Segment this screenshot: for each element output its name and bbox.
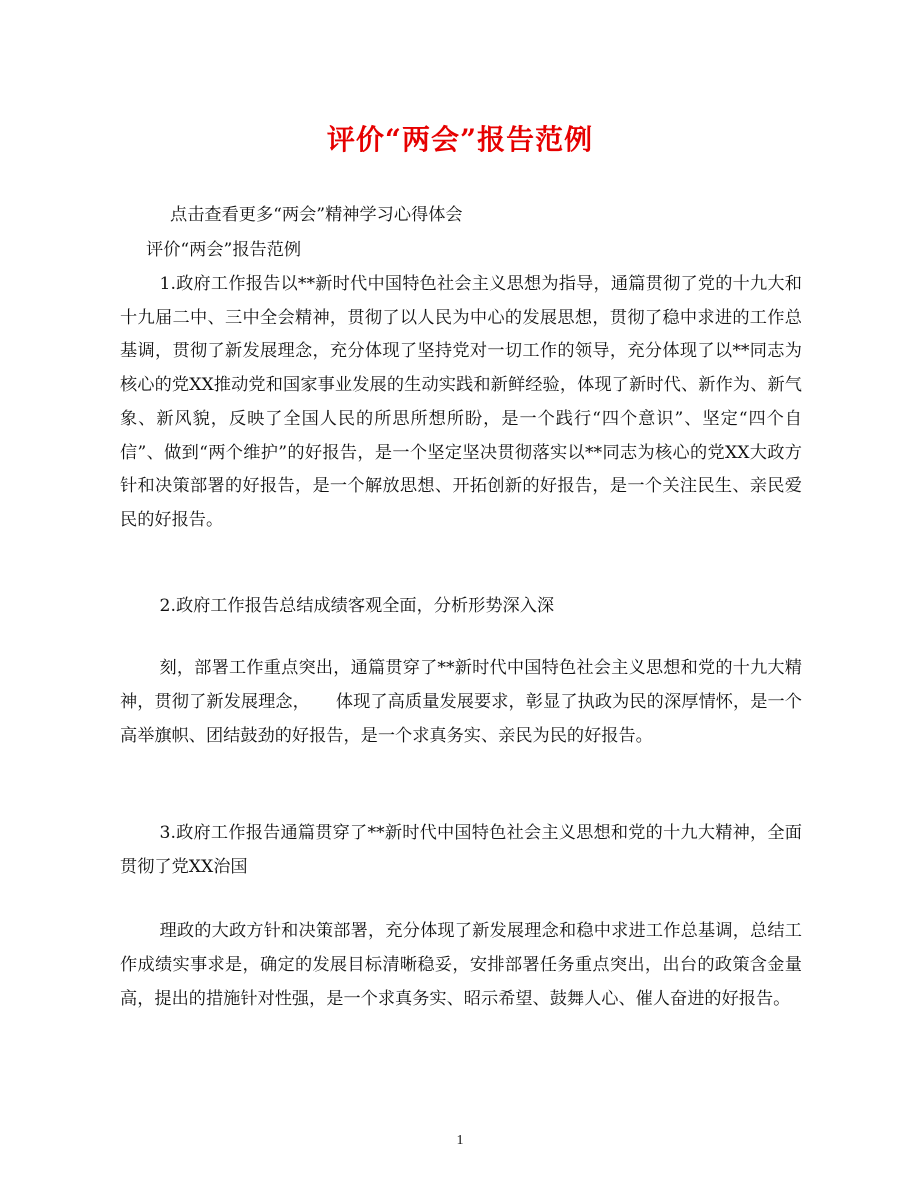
paragraph-1: 1.政府工作报告以**新时代中国特色社会主义思想为指导，通篇贯彻了党的十九大和十九届二中、三中全会精神，贯彻了以人民为中心的发展思想，贯彻了稳中求进的工作总基调，贯彻了新发展理念，充分体现了坚持党对一切工作的领导，充分体现了以**同志为核心的党XX推动党和国家事业发展的生动实践和新鲜经验，体现了新时代、新作为、新气象、新风貌，反映了全国人民的所思所想所盼，是一个践行“四个意识”、坚定“四个自信”、做到“两个维护”的好报告，是一个坚定坚决贯彻落实以**同志为核心的党XX大政方针和决策部署的好报告，是一个解放思想、开拓创新的好报告，是一个关注民生、亲民爱民的好报告。 <box>120 274 802 530</box>
page-number: 1 <box>456 1133 464 1148</box>
document-subtitle: 评价“两会”报告范例 <box>146 240 302 260</box>
paragraph-2-body: 刻，部署工作重点突出，通篇贯穿了**新时代中国特色社会主义思想和党的十九大精神，贯彻了新发展理念， 体现了高质量发展要求，彰显了执政为民的深厚情怀，是一个高举旗帜、团结鼓劲的好报告，是一个求真务实、亲民为民的好报告。 <box>120 658 802 746</box>
paragraph-3-heading: 3.政府工作报告通篇贯穿了**新时代中国特色社会主义思想和党的十九大精神，全面贯彻了党XX治国 <box>120 823 802 877</box>
related-link[interactable]: 点击查看更多“两会”精神学习心得体会 <box>170 205 463 225</box>
paragraph-3-body: 理政的大政方针和决策部署，充分体现了新发展理念和稳中求进工作总基调，总结工作成绩实事求是，确定的发展目标清晰稳妥，安排部署任务重点突出，出台的政策含金量高，提出的措施针对性强，是一个求真务实、昭示希望、鼓舞人心、催人奋进的好报告。 <box>120 921 802 1009</box>
document-title: 评价“两会”报告范例 <box>326 123 594 156</box>
paragraph-2-heading: 2.政府工作报告总结成绩客观全面，分析形势深入深 <box>159 596 555 616</box>
